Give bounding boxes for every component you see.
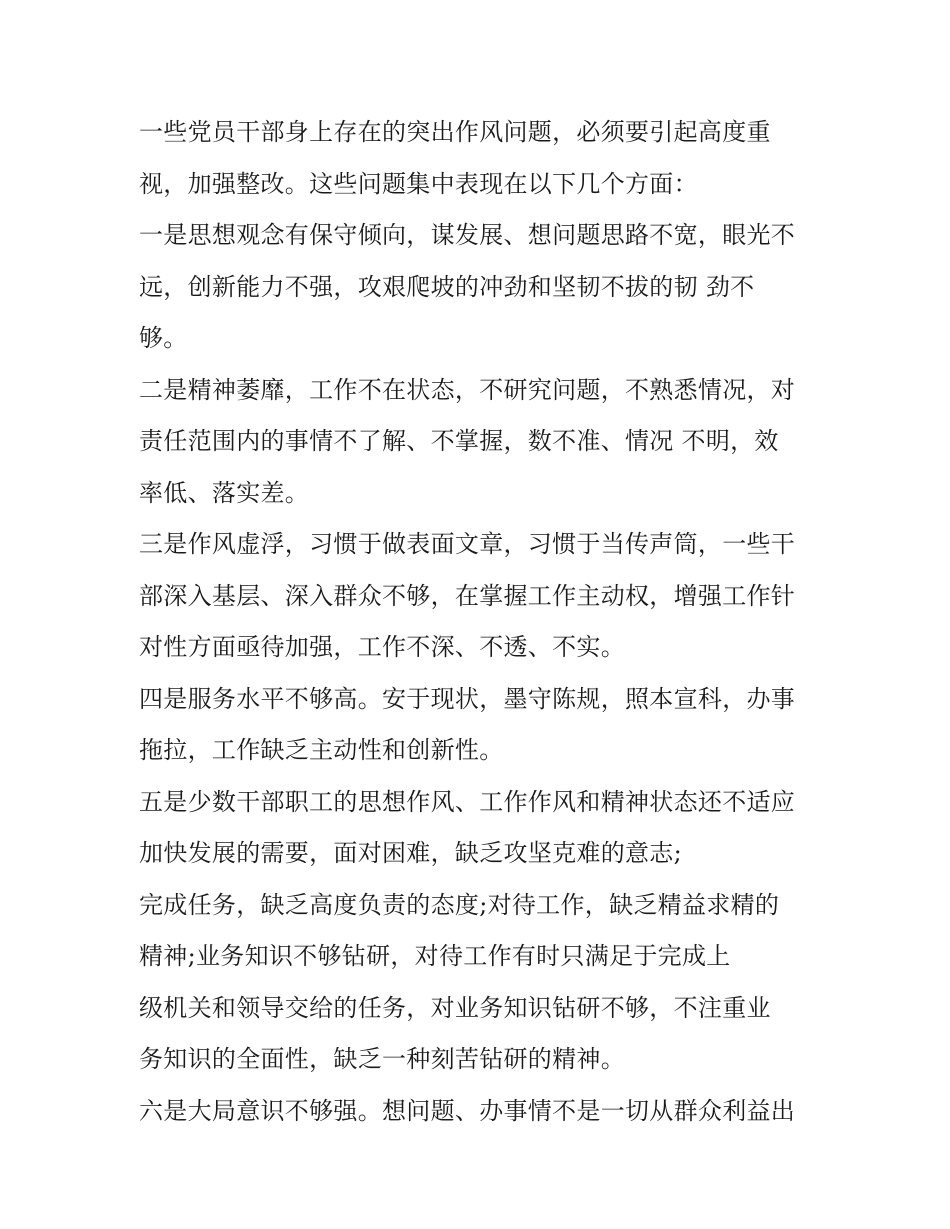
text-line: 四是服务水平不够高。安于现状，墨守陈规，照本宣科，办事 [139, 684, 796, 713]
text-line: 一是思想观念有保守倾向，谋发展、想问题思路不宽，眼光不 [139, 221, 796, 249]
text-line: 务知识的全面性，缺乏一种刻苦钻研的精神。 [139, 1045, 625, 1073]
text-line: 二是精神萎靡，工作不在状态，不研究问题，不熟悉情况，对 [139, 375, 796, 404]
text-line: 对性方面亟待加强，工作不深、不透、不实。 [139, 633, 625, 661]
text-line: 三是作风虚浮，习惯于做表面文章，习惯于当传声筒，一些干 [139, 530, 796, 558]
text-line: 六是大局意识不够强。想问题、办事情不是一切从群众利益出 [139, 1096, 796, 1125]
text-line: 加快发展的需要，面对困难，缺乏攻坚克难的意志; [139, 839, 682, 867]
text-line: 够。 [139, 324, 188, 352]
text-line: 拖拉，工作缺乏主动性和创新性。 [139, 736, 504, 764]
text-line: 级机关和领导交给的任务，对业务知识钻研不够，不注重业 [139, 993, 771, 1022]
document-body [139, 107, 839, 1137]
text-line: 一些党员干部身上存在的突出作风问题，必须要引起高度重 [139, 118, 771, 146]
text-line: 率低、落实差。 [139, 478, 310, 507]
text-line: 五是少数干部职工的思想作风、工作作风和精神状态还不适应 [139, 787, 796, 816]
text-line: 完成任务，缺乏高度负责的态度;对待工作，缺乏精益求精的 [139, 890, 780, 919]
text-line: 精神;业务知识不够钻研，对待工作有时只满足于完成上 [139, 942, 731, 970]
text-line: 责任范围内的事情不了解、不掌握，数不准、情况 不明，效 [139, 427, 779, 455]
text-line: 部深入基层、深入群众不够，在掌握工作主动权，增强工作针 [139, 581, 796, 610]
text-line: 远，创新能力不强，攻艰爬坡的冲劲和坚韧不拔的韧 劲不 [139, 272, 755, 301]
text-line: 视，加强整改。这些问题集中表现在以下几个方面： [139, 169, 698, 198]
